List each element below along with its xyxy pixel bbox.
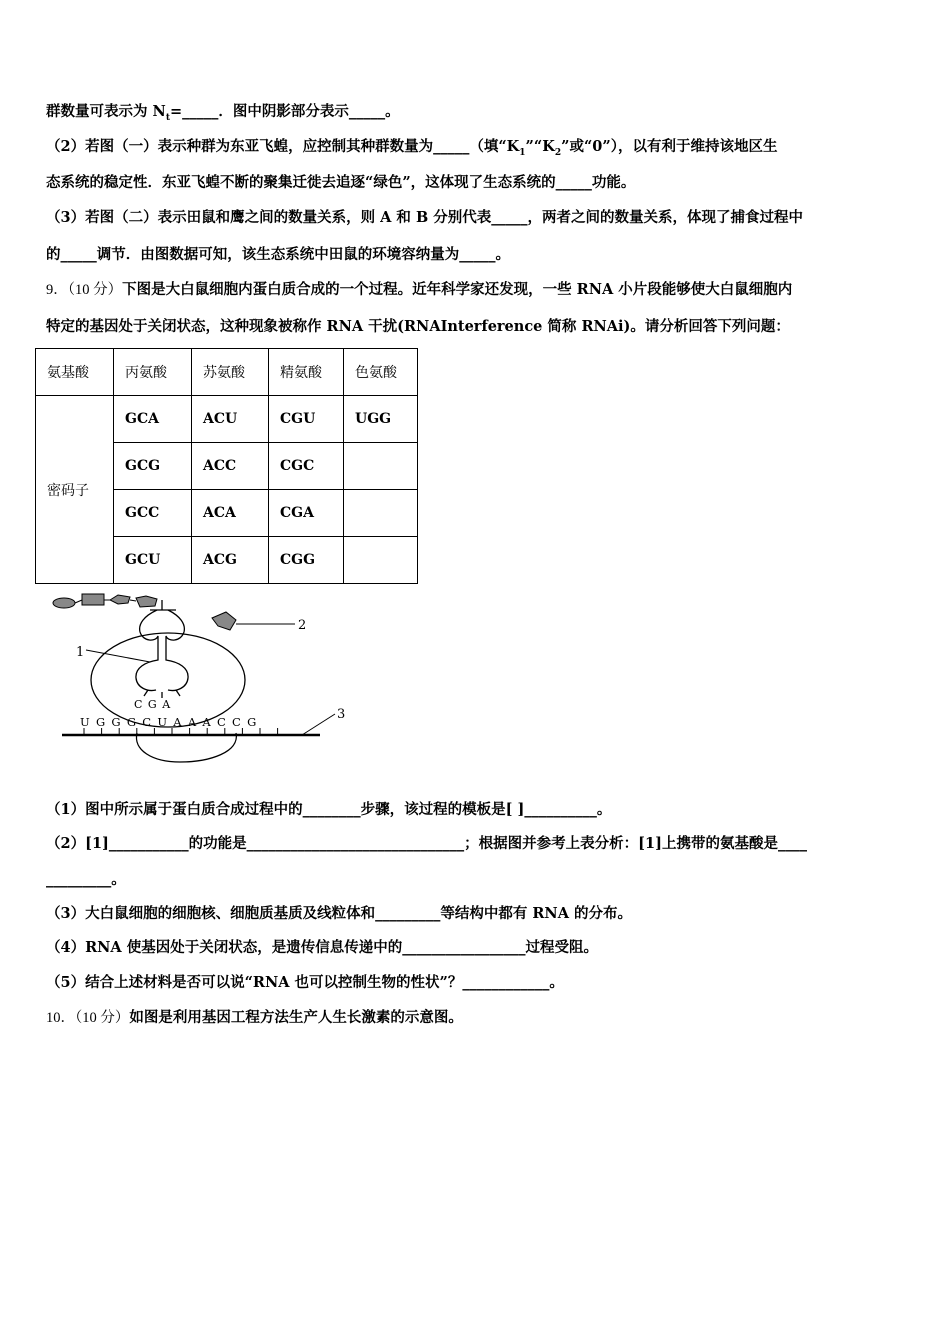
ribosome-small-subunit [136, 733, 236, 762]
table-cell [344, 537, 418, 584]
question-9-5: （5）结合上述材料是否可以说“RNA 也可以控制生物的性状”？____________。 [46, 974, 564, 991]
amino-acid-icon [212, 612, 236, 630]
table-cell [344, 443, 418, 490]
question-9-1: （1）图中所示属于蛋白质合成过程中的________步骤，该过程的模板是[ ]__________。 [46, 801, 612, 818]
table-cell: GCU [114, 537, 192, 584]
table-header-cell: 精氨酸 [269, 349, 344, 396]
table-cell: CGU [269, 396, 344, 443]
peptide-chain-icon [53, 594, 157, 608]
table-cell: ACU [192, 396, 269, 443]
label-1: 1 [76, 645, 85, 660]
table-cell: ACA [192, 490, 269, 537]
table-cell: GCA [114, 396, 192, 443]
table-header-cell: 丙氨酸 [114, 349, 192, 396]
anticodon-label: C G A [134, 698, 172, 711]
table-cell [344, 490, 418, 537]
question-8-2-line-2: 态系统的稳定性．东亚飞蝗不断的聚集迁徙去追逐“绿色”，这体现了生态系统的_____功能。 [46, 174, 636, 191]
ribosome-large-subunit [91, 633, 245, 727]
table-header-cell: 氨基酸 [36, 349, 114, 396]
table-cell: CGG [269, 537, 344, 584]
question-9-line-1: 9．（10 分）下图是大白鼠细胞内蛋白质合成的一个过程。近年科学家还发现，一些 RNA 小片段能够使大白鼠细胞内 [46, 281, 793, 298]
question-9-3: （3）大白鼠细胞的细胞核、细胞质基质及线粒体和_________等结构中都有 RNA 的分布。 [46, 905, 632, 922]
table-cell: CGC [269, 443, 344, 490]
table-row [36, 396, 418, 443]
question-9-2-line-2: _________。 [46, 871, 126, 888]
label-3: 3 [337, 707, 346, 722]
question-8-3-line-1: （3）若图（二）表示田鼠和鹰之间的数量关系，则 A 和 B 分别代表_____，两者之间的数量关系，体现了捕食过程中 [46, 209, 804, 226]
table-header-row [36, 349, 418, 396]
codon-table [35, 348, 418, 584]
question-8-2-line-1: （2）若图（一）表示种群为东亚飞蝗，应控制其种群数量为_____（填“$K_1”“K_2$”或“0”），以有利于维持该地区生 [46, 138, 778, 158]
question-9-2-line-1: （2）[1]___________的功能是______________________________；根据图并参考上表分析：[1]上携带的氨基酸是____ [46, 835, 807, 852]
question-9-4: （4）RNA 使基因处于关闭状态，是遗传信息传递中的_________________过程受阻。 [46, 939, 598, 956]
table-cell: GCG [114, 443, 192, 490]
question-10-line: 10．（10 分）如图是利用基因工程方法生产人生长激素的示意图。 [46, 1009, 463, 1026]
table-cell: CGA [269, 490, 344, 537]
row-label-codon: 密码子 [36, 396, 114, 584]
mrna-sequence: U G G G C U A A A C C G [80, 715, 258, 729]
mrna-strand [62, 728, 320, 735]
table-cell: UGG [344, 396, 418, 443]
question-8-3-line-2: 的_____调节．由图数据可知，该生态系统中田鼠的环境容纳量为_____。 [46, 246, 510, 263]
label-2: 2 [298, 618, 307, 633]
table-header-cell: 苏氨酸 [192, 349, 269, 396]
table-header-cell: 色氨酸 [344, 349, 418, 396]
text-line: 群数量可表示为 $N_t=\_\_\_\_\_$．图中阴影部分表示_____。 [46, 103, 400, 123]
trna-icon [136, 600, 188, 698]
question-9-line-2: 特定的基因处于关闭状态，这种现象被称作 RNA 干扰(RNAInterference 简称 RNAi)。请分析回答下列问题： [46, 318, 790, 335]
table-cell: ACC [192, 443, 269, 490]
table-cell: ACG [192, 537, 269, 584]
translation-diagram [40, 590, 360, 780]
table-cell: GCC [114, 490, 192, 537]
